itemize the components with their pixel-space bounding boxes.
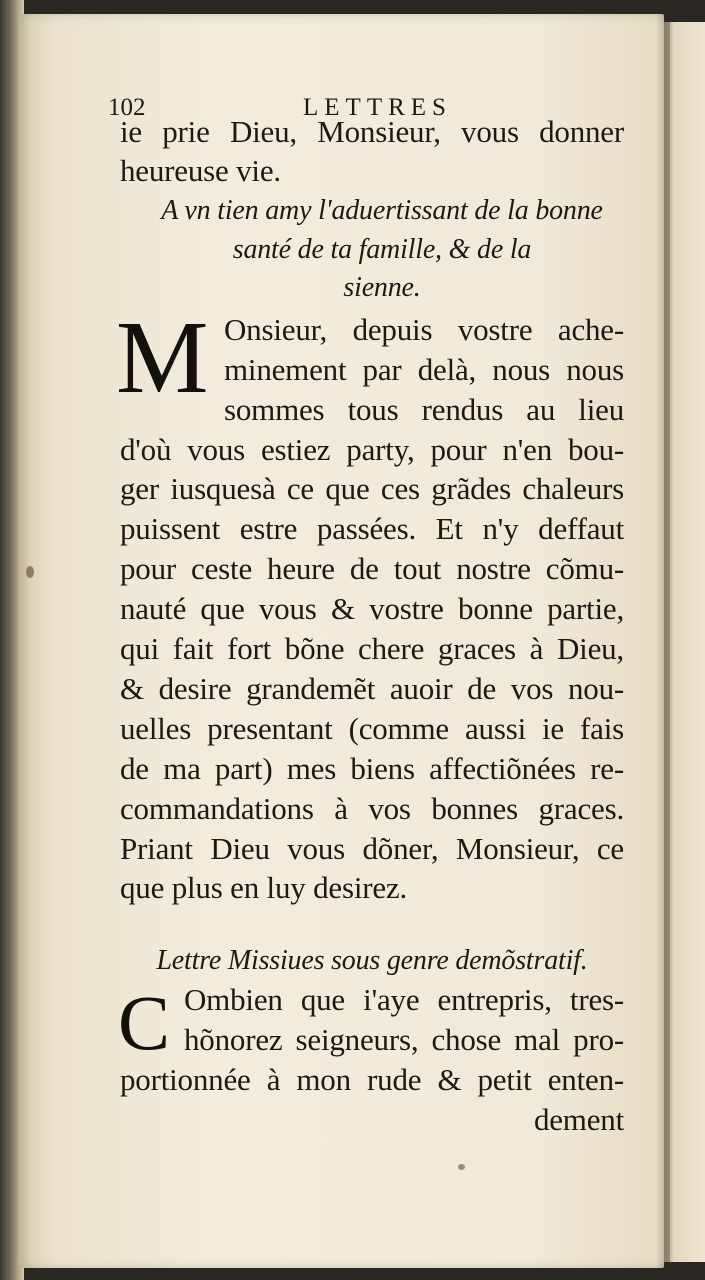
text-line: ie prie Dieu, Monsieur, vous donner xyxy=(120,114,624,149)
text-line: Onsieur, depuis vostre ache- xyxy=(224,312,624,347)
text-line: & desire grandemẽt auoir de vos nou- xyxy=(120,671,624,706)
text-line: hõnorez seigneurs, chose mal pro- xyxy=(184,1022,624,1057)
text-line: ger iusquesà ce que ces grãdes chaleurs xyxy=(120,471,624,506)
text-line: Priant Dieu vous dõner, Monsieur, ce xyxy=(120,831,624,866)
text-line: d'où vous estiez party, pour n'en bou- xyxy=(120,432,624,467)
page-number: 102 xyxy=(108,94,146,121)
drop-capital: C xyxy=(118,979,171,1066)
letter-heading-line: Lettre Missiues sous genre demõstratif. xyxy=(156,945,588,976)
text-line: minement par delà, nous nous xyxy=(224,352,624,387)
text-line: que plus en luy desirez. xyxy=(120,870,408,905)
text-line: portionnée à mon rude & petit enten- xyxy=(120,1062,624,1097)
text-line: qui fait fort bõne chere graces à Dieu, xyxy=(120,631,624,666)
running-title: LETTRES xyxy=(303,94,452,121)
letter-heading-line: santé de ta famille, & de la xyxy=(232,234,532,265)
letter-heading-line: sienne. xyxy=(343,272,421,303)
text-line: pour ceste heure de tout nostre cõmu- xyxy=(120,551,624,586)
paper-stain xyxy=(458,1164,465,1170)
gutter-shadow xyxy=(656,14,670,1268)
text-line: nauté que vous & vostre bonne partie, xyxy=(120,591,624,626)
text-line: puissent estre passées. Et n'y deffaut xyxy=(120,511,624,546)
text-line: uelles presentant (comme aussi ie fais xyxy=(120,711,624,746)
text-line: commandations à vos bonnes graces. xyxy=(120,791,624,826)
facing-page-edge xyxy=(664,22,705,1262)
text-line: Ombien que i'aye entrepris, tres- xyxy=(184,982,624,1017)
text-line: heureuse vie. xyxy=(120,153,281,188)
text-line: de ma part) mes biens affectiõnées re- xyxy=(120,751,624,786)
book-page xyxy=(18,14,664,1268)
drop-capital: M xyxy=(116,300,209,415)
text-line: sommes tous rendus au lieu xyxy=(224,392,624,427)
letter-heading-line: A vn tien amy l'aduertissant de la bonne xyxy=(161,195,603,226)
paper-stain xyxy=(26,566,34,578)
catchword: dement xyxy=(533,1102,624,1137)
